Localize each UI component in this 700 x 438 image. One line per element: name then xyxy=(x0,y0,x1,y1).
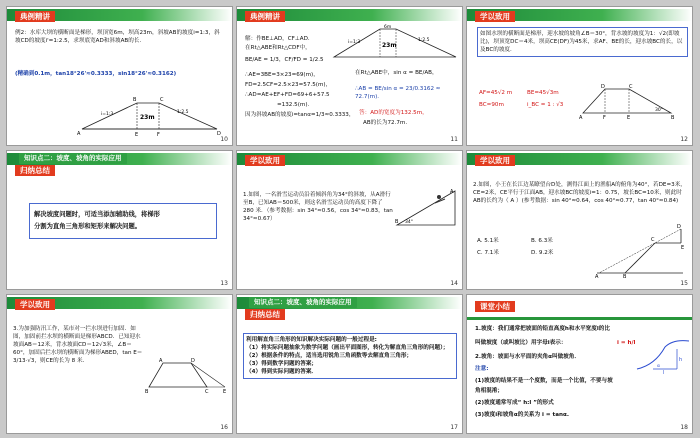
summary-line-3: 2.坡角：坡面与水平面的夹角α叫做坡角． xyxy=(475,354,580,360)
svg-text:23m: 23m xyxy=(382,42,397,49)
solution-line-5: FD=2.5CF=2.5×23=57.5(m)， xyxy=(245,82,332,88)
river-diagram xyxy=(595,223,687,279)
svg-text:E: E xyxy=(627,115,631,121)
svg-text:A: A xyxy=(450,189,454,195)
right-line-2: ∴AB = BE/sin α = 23/0.3162 ≈ 72.7(m). xyxy=(355,86,441,100)
svg-text:B: B xyxy=(671,115,675,121)
svg-text:i=1:3: i=1:3 xyxy=(348,40,361,45)
summary-line-4: 注意: xyxy=(475,366,489,372)
svg-text:A: A xyxy=(159,358,163,364)
svg-text:1:2.5: 1:2.5 xyxy=(177,110,189,115)
svg-text:B: B xyxy=(145,389,149,395)
summary-line-7: (2)坡度通常写成“ h:l ”的形式 xyxy=(475,400,554,406)
section-label: 学以致用 xyxy=(245,155,285,166)
summary-line-8: (3)坡度i和坡角α的关系为 i = tanα. xyxy=(475,412,569,418)
problem-text: 如图水坝的横断面是梯形，迎水坡的坡角∠B＝30°，背水坡的坡度为1：√2(即坡比)，坝顶宽DC＝4米，坝高CE(DF)为45米，求AF、BE的长，迎水坡BC的长，以及BC的坡度. xyxy=(477,27,688,57)
svg-text:1:2.5: 1:2.5 xyxy=(418,38,430,43)
slide-thumbnail-15[interactable] xyxy=(466,150,693,290)
section-label: 归纳总结 xyxy=(245,309,285,320)
solution-line-1: 解：作BE⊥AD，CF⊥AD. xyxy=(245,36,310,42)
process-step-4: （4）得到实际问题的答案． xyxy=(246,369,318,375)
svg-text:C: C xyxy=(651,237,655,243)
choice-c: C. 7.1米 xyxy=(477,250,499,256)
slide-thumbnail-11[interactable] xyxy=(236,6,463,146)
solution-line-4: ∴AE=3BE=3×23=69(m)， xyxy=(245,72,319,78)
right-line-3: 答：AD的宽度为132.5m， xyxy=(359,110,428,116)
dam-trapezoid-diagram xyxy=(77,91,227,137)
problem-text: 2.如图，小王在长江边某瞭望台D处，测得江面上的渔船A的俯角为40°，若DE=3米，CE=2米，CE平行于江面AB，迎水坡BC的坡度i=1：0.75，坡长BC=10米，则此时AB的长约为（ A ）(参考数据：sin 40°≈0.64，cos 40°≈0.77，tan 40°≈0.84) xyxy=(473,182,686,204)
svg-text:h: h xyxy=(679,357,683,363)
svg-text:B: B xyxy=(133,97,137,103)
right-line-1: 在Rt△ABE中，sin α = BE/AB， xyxy=(355,70,438,76)
svg-text:C: C xyxy=(629,84,633,90)
summary-line-2: 叫做坡度（或叫坡比）用字母i表示： xyxy=(475,340,567,346)
slide-number: 13 xyxy=(220,280,228,287)
section-label: 课堂小结 xyxy=(475,301,515,312)
summary-line-1: 1.坡度：我们通常把坡面的铅直高度h和水平宽度l的比 xyxy=(475,326,610,332)
svg-text:6m: 6m xyxy=(384,25,392,30)
summary-line-1: 解决坡度问题时，可适当添加辅助线，将梯形 xyxy=(34,211,160,218)
svg-text:B: B xyxy=(395,219,399,225)
svg-text:A: A xyxy=(595,274,599,279)
choice-b: B. 6.3米 xyxy=(531,238,553,244)
solution-line-2: 在Rt△ABE和Rt△CDF中， xyxy=(245,45,311,51)
process-step-3: （3）得到数学问题的答案； xyxy=(246,361,318,367)
slope-diagram xyxy=(635,335,691,375)
summary-line-2: 分割为直角三角形和矩形来解决问题。 xyxy=(34,223,142,230)
slide-thumbnail-18[interactable] xyxy=(466,294,693,434)
process-step-1: （1）将实际问题抽象为数学问题（画出平面图形，转化为解直角三角形的问题）； xyxy=(246,345,449,351)
choice-a: A. 5.1米 xyxy=(477,238,499,244)
choice-d: D. 9.2米 xyxy=(531,250,554,256)
svg-text:D: D xyxy=(217,131,221,137)
svg-text:F: F xyxy=(603,115,606,121)
dam-diagram xyxy=(332,23,460,61)
solution-line-8: 因为斜坡AB的坡度i=tanα=1/3≈0.3333， xyxy=(245,112,355,118)
section-label: 典例精讲 xyxy=(245,11,285,22)
answer-bc: BC=90m xyxy=(479,102,504,108)
slide-number: 10 xyxy=(220,136,228,143)
section-label: 归纳总结 xyxy=(15,165,55,176)
svg-text:i=1:3: i=1:3 xyxy=(101,112,114,117)
svg-text:E: E xyxy=(681,245,685,251)
section-label: 学以致用 xyxy=(475,155,515,166)
svg-text:34°: 34° xyxy=(405,220,413,225)
svg-text:A: A xyxy=(77,131,81,137)
dam-diagram xyxy=(579,81,689,121)
problem-text: 1.如图，一名滑雪运动员沿着倾斜角为34°的斜坡，从A滑行至B，已知AB＝500米，则这名滑雪运动员的高度下降了 280 米．（参考数据：sin 34°≈0.56，cos 34°≈0.83，tan 34°≈0.67） xyxy=(243,192,393,222)
right-line-4: AB的长为72.7m. xyxy=(363,120,408,126)
ski-slope-diagram xyxy=(395,187,459,231)
answer-be: BE=45√3m xyxy=(527,90,559,96)
topic-tag: 知识点二：坡度、坡角的实际应用 xyxy=(249,297,357,308)
svg-text:F: F xyxy=(157,132,160,137)
dam-diagram xyxy=(145,355,229,395)
slide-number: 17 xyxy=(450,424,458,431)
summary-line-6: 角相混淆； xyxy=(475,388,503,394)
svg-text:D: D xyxy=(191,358,195,364)
svg-text:A: A xyxy=(579,115,583,121)
topic-tag: 知识点二：坡度、坡角的实际应用 xyxy=(19,153,127,164)
slide-thumbnail-14[interactable] xyxy=(236,150,463,290)
process-box xyxy=(243,333,457,379)
summary-box xyxy=(29,203,217,239)
slide-number: 18 xyxy=(680,424,688,431)
answer-af: AF=45√2 m xyxy=(479,90,513,96)
slide-number: 16 xyxy=(220,424,228,431)
process-step-2: （2）根据条件的特点，适当选用锐角三角函数等去解直角三角形； xyxy=(246,353,413,359)
section-label: 学以致用 xyxy=(15,299,55,310)
formula: i = h/l xyxy=(617,340,636,346)
solution-line-6: ∴AD=AE+EF+FD=69+6+57.5 xyxy=(245,92,330,98)
svg-text:C: C xyxy=(160,97,164,103)
section-label: 典例精讲 xyxy=(15,11,55,22)
summary-line-5: (1)坡度的结果不是一个度数，而是一个比值，不要与坡 xyxy=(475,378,613,384)
svg-text:B: B xyxy=(623,274,627,279)
solution-line-7: =132.5(m). xyxy=(277,102,310,108)
slide-thumbnail-10[interactable] xyxy=(6,6,233,146)
svg-text:D: D xyxy=(601,84,605,90)
accent-strip xyxy=(467,317,692,320)
slide-thumbnail-17[interactable] xyxy=(236,294,463,434)
svg-text:E: E xyxy=(135,132,139,137)
slide-number: 15 xyxy=(680,280,688,287)
section-label: 学以致用 xyxy=(475,11,515,22)
svg-text:30°: 30° xyxy=(655,108,663,113)
slide-thumbnail-12[interactable] xyxy=(466,6,693,146)
solution-line-3: BE/AE = 1/3，CF/FD = 1/2.5 xyxy=(245,57,324,63)
svg-text:l: l xyxy=(663,370,665,375)
process-title: 利用解直角三角形的知识解决实际问题的一般过程是: xyxy=(246,337,377,343)
slide-thumbnail-13[interactable] xyxy=(6,150,233,290)
svg-text:C: C xyxy=(205,389,209,395)
svg-text:E: E xyxy=(223,389,227,395)
slide-number: 11 xyxy=(450,136,458,143)
svg-text:D: D xyxy=(677,224,681,230)
slide-number: 12 xyxy=(680,136,688,143)
example-text: 例2：水库大坝的横断面是梯形，坝顶宽6m，坝高23m，斜坡AB的坡度i=1:3，斜坡CD的坡度i'=1:2.5，求坝底宽AD和斜坡AB的长. xyxy=(15,30,220,44)
problem-text: 3.为加强防汛工作，某市对一拦水坝进行加固．如图，加固前拦水坝的横断面是梯形ABCD．已知迎水坡面AB＝12米，背水坡面CD＝12√3米，∠B＝60°，加固后拦水坝的横断面为梯形ABED，tan E＝3/13·√3，则CE的长为 8 米． xyxy=(13,326,143,364)
slide-thumbnail-16[interactable] xyxy=(6,294,233,434)
slide-number: 14 xyxy=(450,280,458,287)
svg-text:α: α xyxy=(657,364,660,369)
precision-note: (精确到0.1m，tan18°26'≈0.3333，sin18°26'≈0.3162) xyxy=(15,71,177,77)
svg-text:23m: 23m xyxy=(140,114,155,121)
answer-slope: i_BC = 1 : √3 xyxy=(527,102,564,108)
